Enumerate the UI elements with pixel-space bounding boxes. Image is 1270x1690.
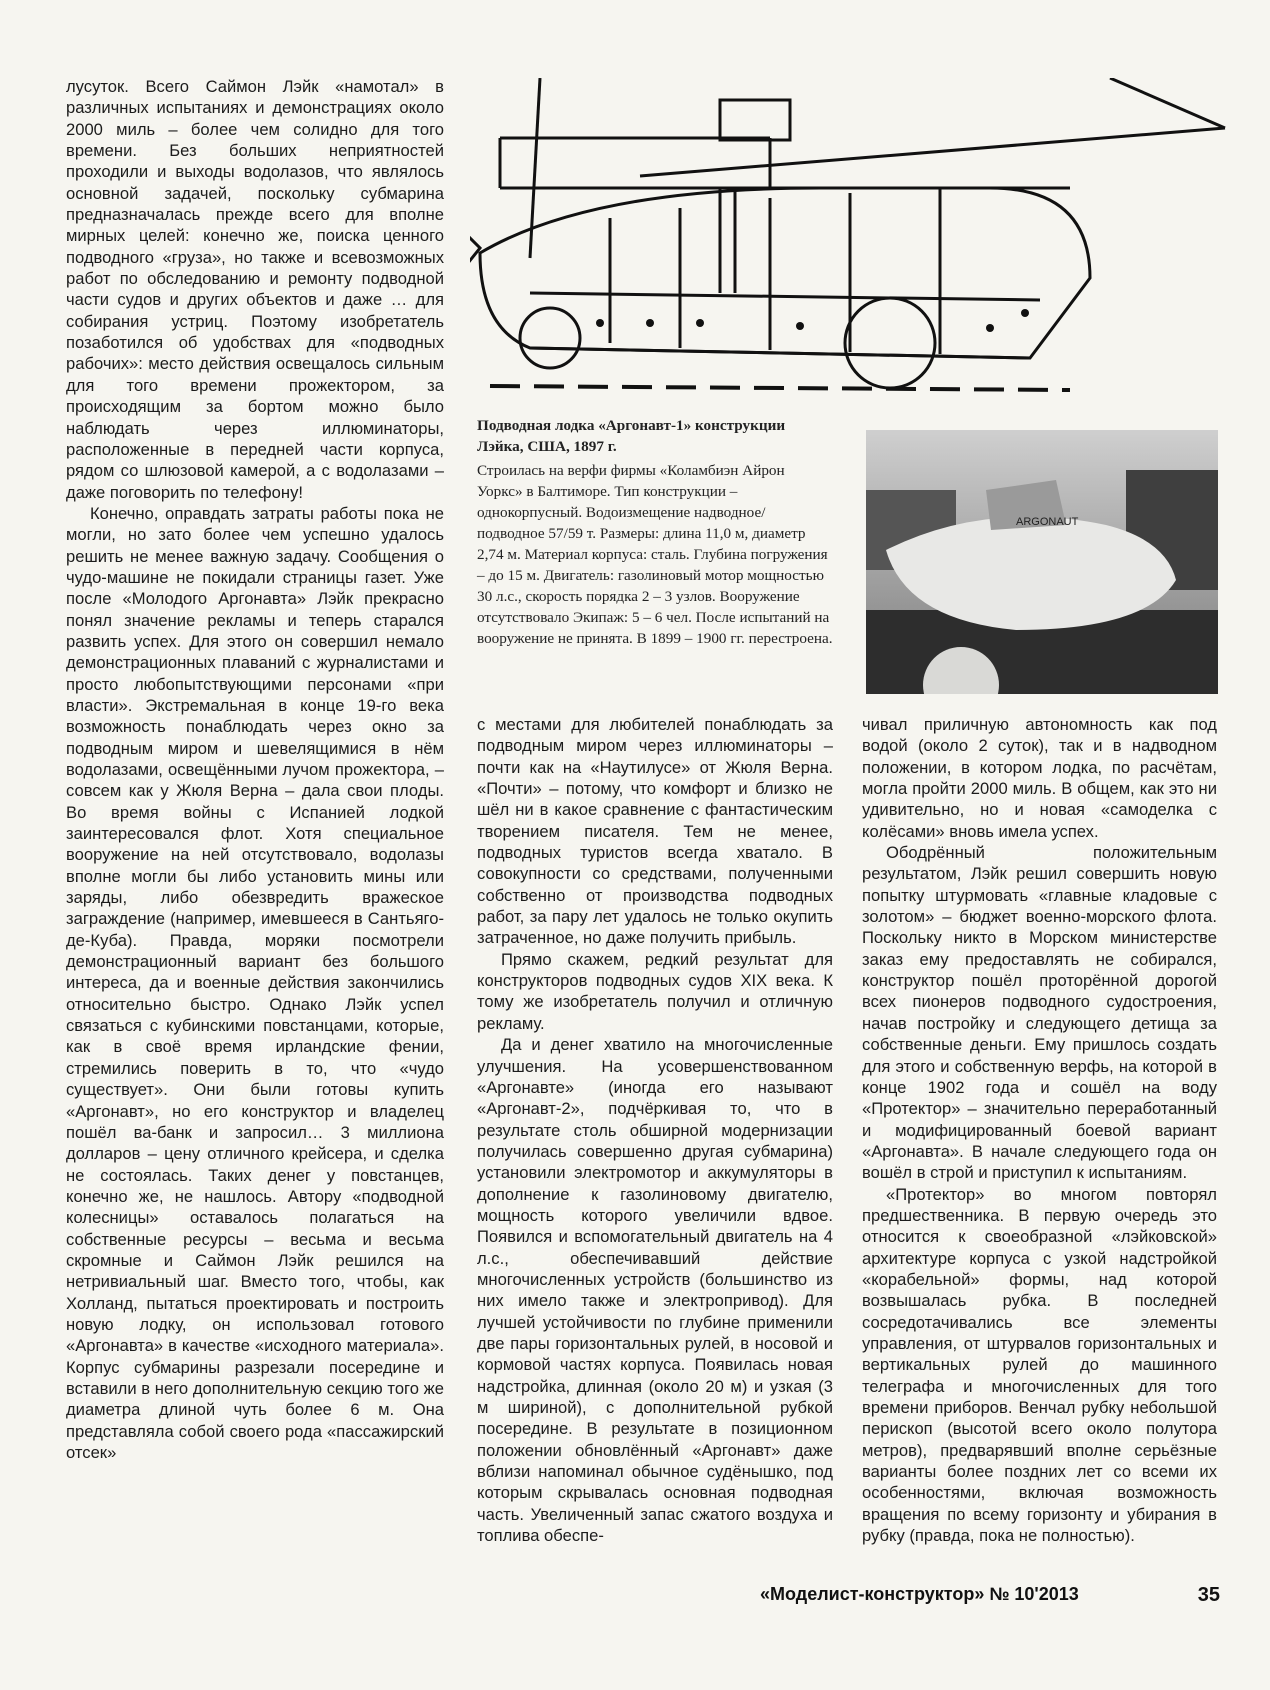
caption-body: Строилась на верфи фирмы «Коламбиэн Айрон Уоркс» в Балтиморе. Тип конструкции – однокорпусный. Водоизмещение надводное/подводное 57/59 т. Размеры: длина 11,0 м, диаметр 2,74 м. Материал корпуса: сталь. Глубина погружения – до 15 м. Двигатель: газолиновый мотор мощностью 30 л.с., скорость порядка 2 – 3 узлов. Вооружение отсутствовало Экипаж: 5 – 6 чел. После испытаний на вооружение не принята. В 1899 – 1900 гг. перестроена. (477, 462, 833, 647)
paragraph: Ободрённый положительным результатом, Лэйк решил совершить новую попытку штурмовать «главные кладовые с золотом» – бюджет военно-морского флота. Поскольку никто в Морском министерстве заказ ему предоставлять не собирался, конструктор пошёл проторённой дорогой всех пионеров подводного судостроения, начав постройку и следующего детища за собственные деньги. Ему пришлось создать для этого и собственную верфь, на которой в конце 1902 года и сошёл на воду «Протектор» – значительно переработанный и модифицированный боевой вариант «Аргонавта». В начале следующего года он вошёл в строй и приступил к испытаниям. (862, 843, 1217, 1183)
page-number: 35 (1197, 1584, 1220, 1606)
paragraph: с местами для любителей понаблюдать за подводным миром через иллюминаторы – почти как на «Наутилусе» от Жюля Верна. «Почти» – потому, что комфорт и близко не шёл ни в какое сравнение с фантастическим творением писателя. Тем не менее, подводных туристов всегда хватало. В совокупности со средствами, полученными собственно от производства подводных работ, за пару лет удалось не только окупить затраченное, но даже получить прибыль. (477, 715, 833, 948)
article-column-right (862, 714, 1217, 1546)
figure-caption (477, 415, 833, 649)
paragraph: «Протектор» во многом повторял предшественника. В первую очередь это относится к своеобразной «лэйковской» архитектуре корпуса с узкой надстройкой «корабельной» формы, над которой возвышалась рубка. В последней сосредотачивались все элементы управления, от штурвалов горизонтальных и вертикальных рулей до машинного телеграфа и многочисленных для того времени приборов. Венчал рубку небольшой перископ (высотой всего около полутора метров), предварявший вполне серьёзные варианты более поздних лет со всеми их особенностями, включая возможность вращения по всему горизонту и убирания в рубку (правда, пока не полностью). (862, 1184, 1217, 1546)
paragraph: Да и денег хватило на многочисленные улучшения. На усовершенствованном «Аргонавте» (иногда его называют «Аргонавт-2», подчёркивая то, что в результате столь обширной модернизации получилась совершенно другая субмарина) установили электромотор и аккумуляторы в дополнение к газолиновому двигателю, мощность которого увеличили вдвое. Появился и вспомогательный двигатель на 4 л.с., обеспечивавший действие многочисленных устройств (большинство из них имело также и электропривод). Для лучшей устойчивости по глубине применили две пары горизонтальных рулей, в носовой и кормовой частях корпуса. Появилась новая надстройка, длинная (около 20 м) и узкая (3 м шириной), с дополнительной рубкой посередине. В результате в позиционном положении обновлённый «Аргонавт» даже вблизи напоминал обычное судёнышко, под которым скрывалась основная подводная часть. Увеличенный запас сжатого воздуха и топлива обеспе- (477, 1035, 833, 1546)
submarine-cross-section-drawing (470, 78, 1230, 418)
article-column-middle (477, 714, 833, 1546)
caption-title: Подводная лодка «Аргонавт-1» конструкции Лэйка, США, 1897 г. (477, 417, 786, 455)
paragraph: Конечно, оправдать затраты работы пока не могли, но зато более чем успешно удалось решить не менее важную задачу. Сообщения о чудо-машине не покидали страницы газет. Уже после «Молодого Аргонавта» Лэйк прекрасно понял значение рекламы и теперь старался развить успех. Для этого он совершил немало демонстрационных плаваний с журналистами и просто любопытствующими персонами «при власти». Экстремальная в конце 19-го века возможность понаблюдать через окно за подводным миром и шевелящимися в нём водолазами, освещёнными лучом прожектора, – совсем как у Жюля Верна – дала свои плоды. Во время войны с Испанией лодкой заинтересовался флот. Хотя специальное вооружение на ней отсутствовало, водолазы вполне могли бы либо установить мины или заряды, либо обезвредить вражеское заграждение (например, имевшееся в Сантьяго-де-Куба). Правда, моряки посмотрели демонстрационный вариант без большого интереса, да и военные действия закончились относительно быстро. Однако Лэйк успел связаться с кубинскими повстанцами, которые, как в своё время ирландские фении, стремились поверить в то, что «чудо существует». Они были готовы купить «Аргонавт», но его конструктор и владелец пошёл ва-банк и запросил… 3 миллиона долларов – цену отличного крейсера, и сделка не состоялась. Таких денег у повстанцев, конечно же, не нашлось. Автору «подводной колесницы» оставалось полагаться на собственные ресурсы – весьма и весьма скромные и Саймон Лэйк решился на нетривиальный шаг. Вместо того, чтобы, как Холланд, пытаться проектировать и построить новую лодку, он использовал готового «Аргонавта» в качестве «исходного материала». Корпус субмарины разрезали посередине и вставили в него дополнительную секцию того же диаметра длиной чуть более 6 м. Она представляла собой своего рода «пассажирский отсек» (66, 503, 444, 1462)
paragraph: Прямо скажем, редкий результат для конструкторов подводных судов XIX века. К тому же изобретатель получил и отличную рекламу. (477, 949, 833, 1033)
paragraph: чивал приличную автономность как под водой (около 2 суток), так и в надводном положении, в котором лодка, по расчётам, могла пройти 2000 миль. В общем, как это ни удивительно, но и новая «самоделка с колёсами» вновь имела успех. (862, 715, 1217, 841)
article-column-left (66, 76, 444, 1463)
argonaut-photo (866, 430, 1218, 694)
magazine-title: «Моделист-конструктор» № 10'2013 (760, 1584, 1079, 1604)
paragraph: лусуток. Всего Саймон Лэйк «намотал» в различных испытаниях и демонстрациях около 2000 миль – более чем солидно для того времени. Без больших неприятностей проходили и выходы водолазов, что являлось основной задачей, поскольку субмарина предназначалась прежде всего для вполне мирных целей: конечно же, поиска ценного подводного «груза», но также и всевозможных работ по обследованию и ремонту подводной части судов и других объектов и даже … для собирания устриц. Поэтому изобретатель позаботился об удобствах для «подводных рабочих»: место действия освещалось сильным для того времени прожектором, за происходящим за бортом можно было наблюдать через иллюминаторы, расположенные в передней части корпуса, рядом со шлюзовой камерой, а с водолазами – даже поговорить по телефону! (66, 77, 444, 502)
photo-hull-lettering: ARGONAUT (1016, 516, 1079, 528)
